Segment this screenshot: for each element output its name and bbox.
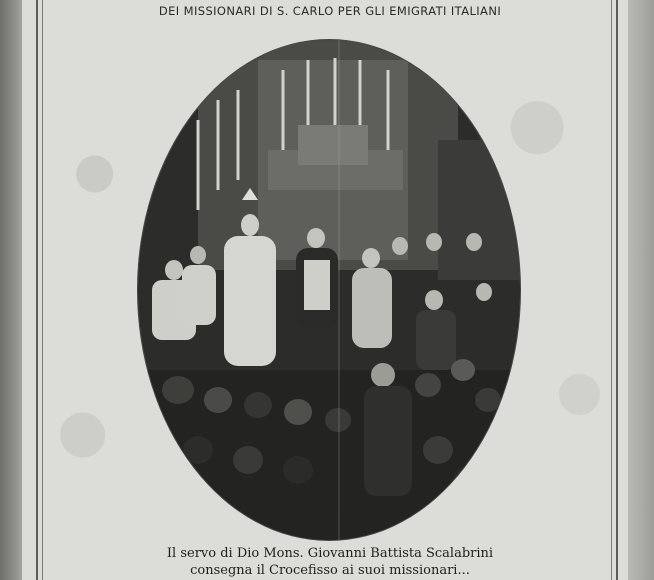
header-subtitle: DEI MISSIONARI DI S. CARLO PER GLI EMIGRATI ITALIANI bbox=[158, 4, 502, 18]
oval-photograph bbox=[138, 40, 520, 540]
ceremony-scene bbox=[138, 40, 520, 540]
page-right-edge bbox=[628, 0, 654, 580]
caption-line-1: Il servo di Dio Mons. Giovanni Battista Scalabrini bbox=[166, 546, 494, 561]
book-binding-edge bbox=[0, 0, 22, 580]
caption-line-2: consegna il Crocefisso ai suoi missionari... bbox=[190, 563, 470, 578]
photo-caption bbox=[40, 545, 620, 579]
